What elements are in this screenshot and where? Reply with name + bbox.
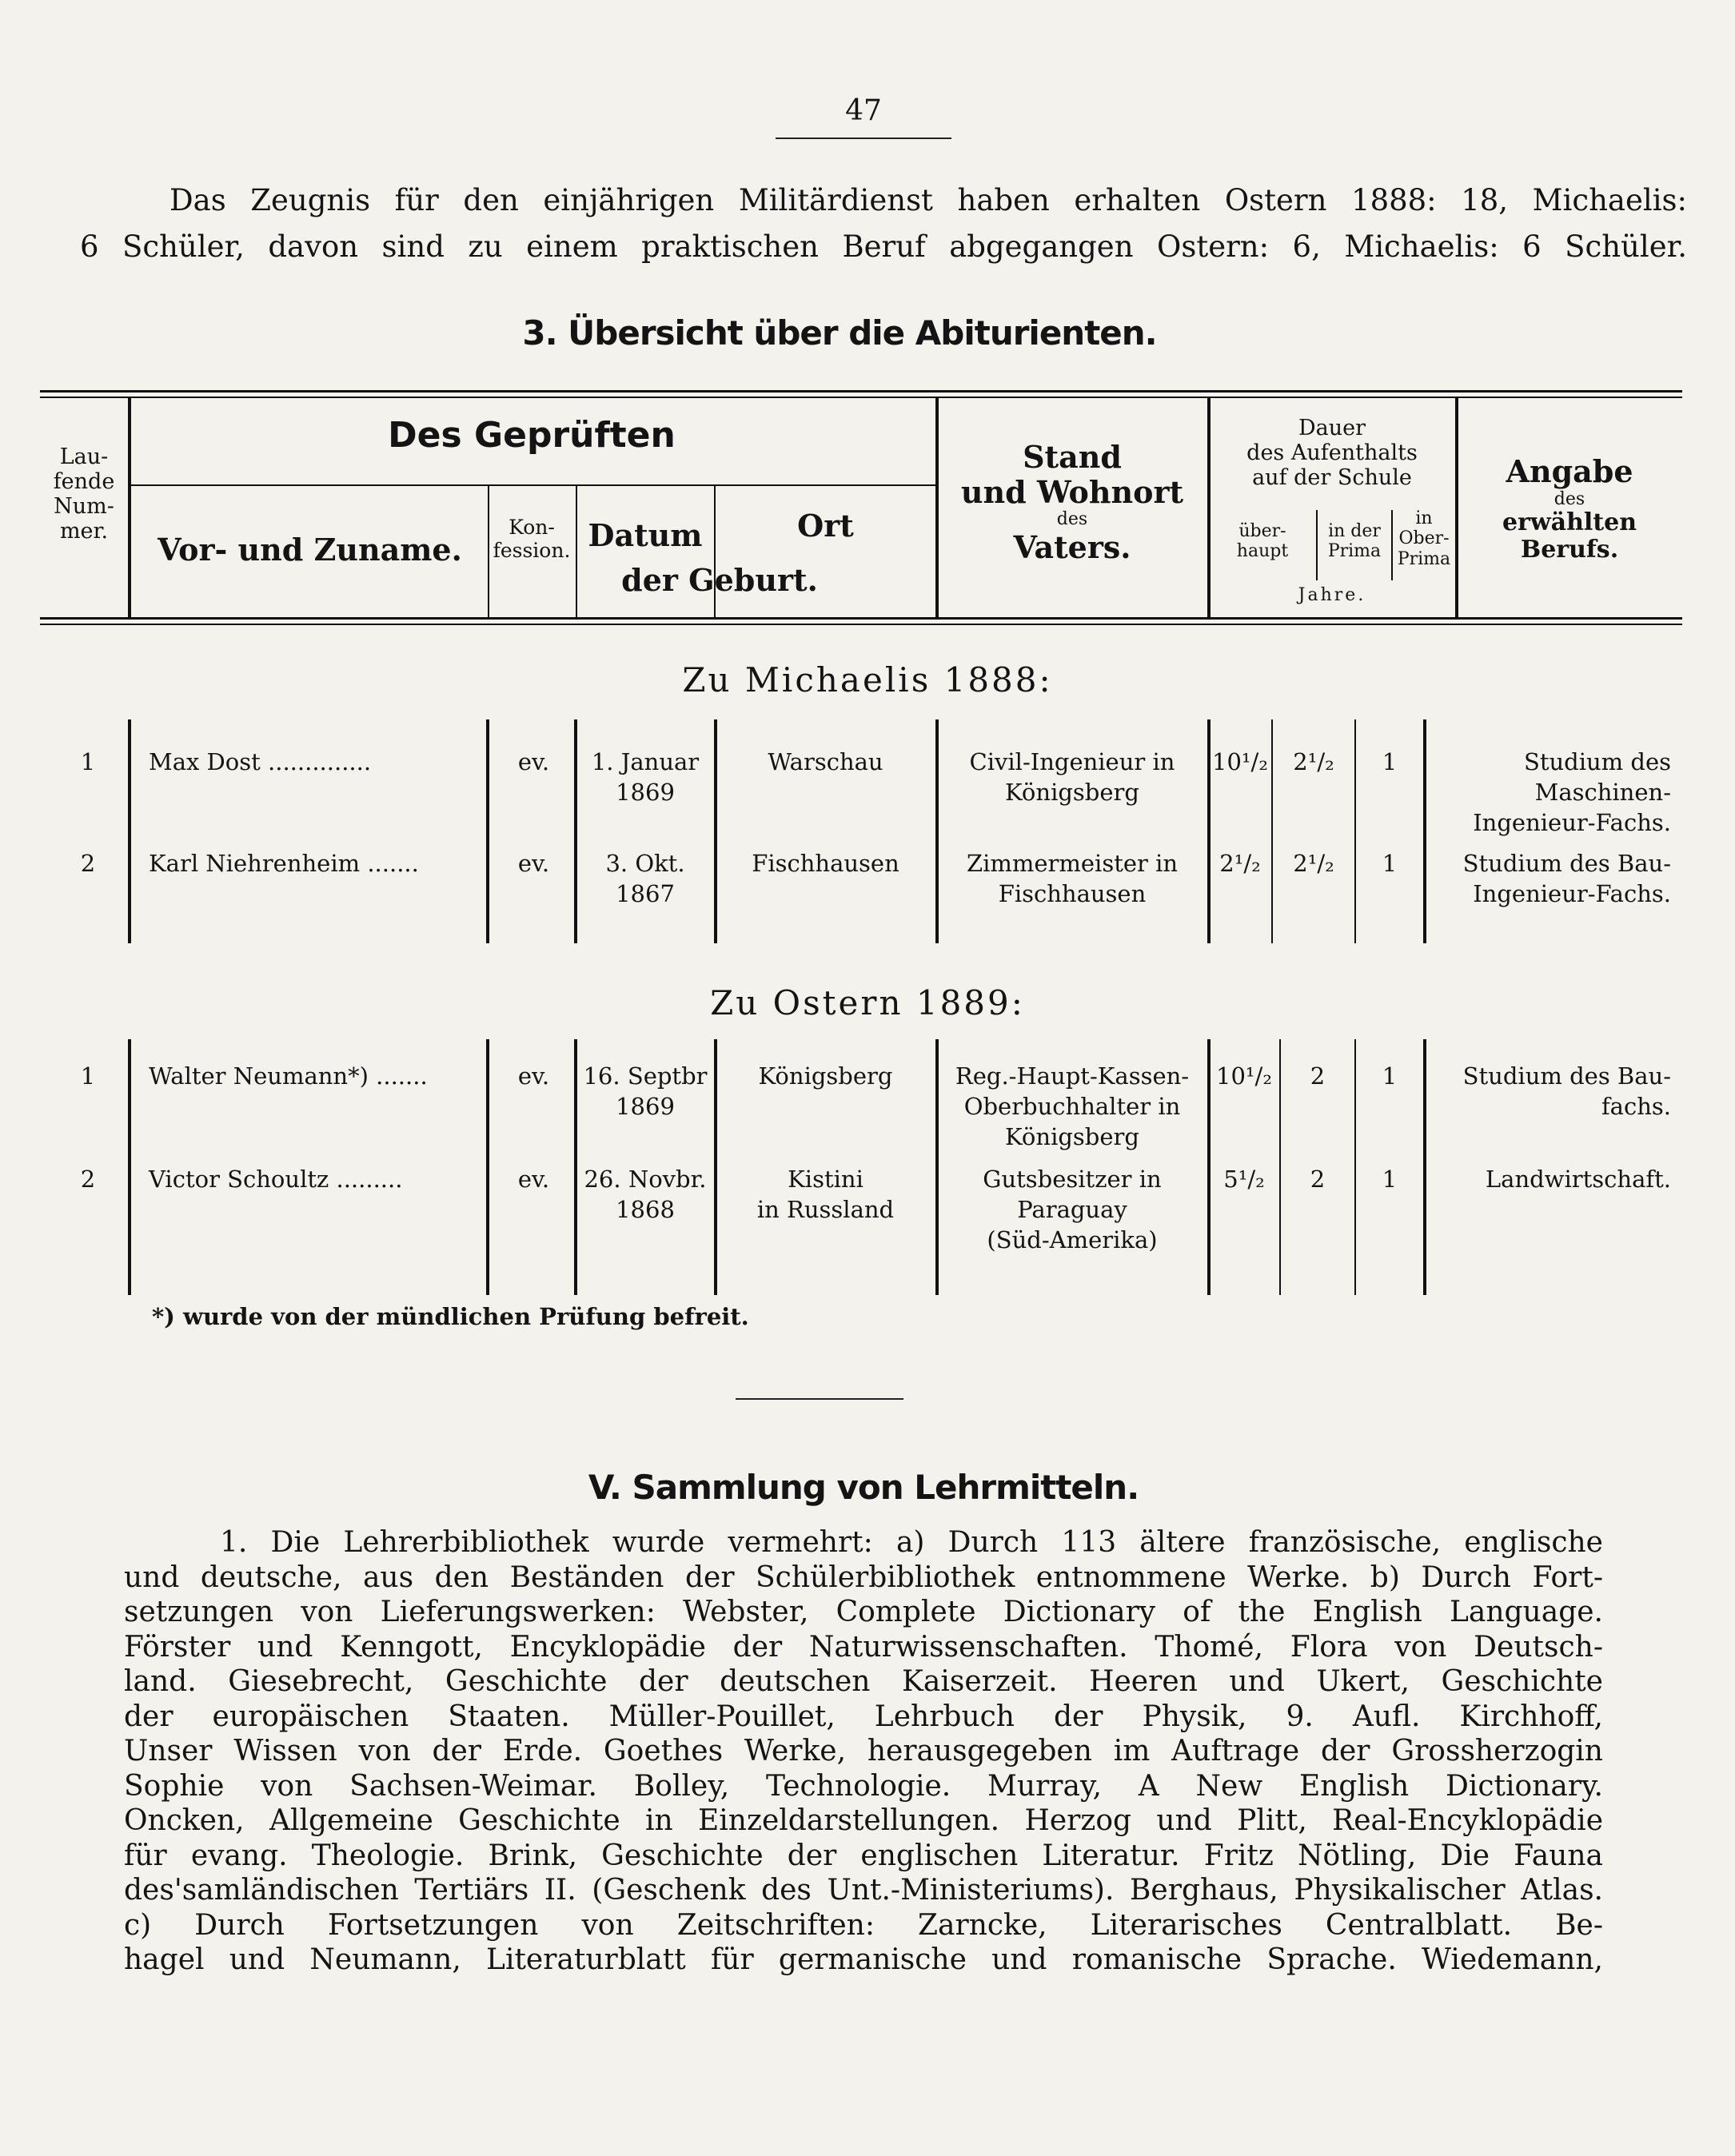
text-line: hagel und Neumann, Literaturblatt für germanische und romanische Sprache. Wiedemann, xyxy=(124,1943,1603,1976)
row-prima: 2¹/₂ xyxy=(1293,748,1334,775)
header-in-prima: in der Prima xyxy=(1327,521,1382,562)
row-konfession: ev. xyxy=(517,1062,550,1090)
section-5-text xyxy=(124,1525,1603,1978)
row-stand: Zimmermeister in Fischhausen xyxy=(966,850,1179,907)
intro-line-1: Das Zeugnis für den einjährigen Militärdienst haben erhalten Ostern 1888: 18, Michaelis: xyxy=(170,183,1687,217)
row-beruf: Studium des Maschinen- Ingenieur-Fachs. xyxy=(1473,748,1671,836)
text-line: Förster und Kenngott, Encyklopädie der Naturwissenschaften. Thomé, Flora von Deutsch- xyxy=(124,1630,1603,1664)
header-ort: Ort xyxy=(797,508,854,544)
table-top-rule-2 xyxy=(40,397,1682,398)
row-ueberhaupt: 5¹/₂ xyxy=(1223,1166,1265,1193)
header-jahre: Jahre. xyxy=(1298,585,1366,605)
col-sep xyxy=(128,1039,131,1295)
col-sep xyxy=(128,719,131,943)
header-der-geburt: der Geburt. xyxy=(621,562,818,598)
row-ort: Fischhausen xyxy=(752,850,899,877)
section-5-title: V. Sammlung von Lehrmitteln. xyxy=(588,1468,1139,1507)
text-line: des'samländischen Tertiärs II. (Geschenk des Unt.-Ministeriums). Berghaus, Physikalischer Atlas. xyxy=(124,1874,1603,1907)
row-number: 1 xyxy=(80,1062,96,1090)
row-datum: 3. Okt. 1867 xyxy=(605,850,685,907)
header-des-gepruften: Des Geprüften xyxy=(388,415,676,456)
row-number: 2 xyxy=(80,850,96,877)
text-line: setzungen von Lieferungswerken: Webster, Complete Dictionary of the English Language. xyxy=(124,1596,1603,1628)
text-line: 1. Die Lehrerbibliothek wurde vermehrt: a) Durch 113 ältere französische, englische xyxy=(220,1526,1603,1559)
row-name: Walter Neumann*) ....... xyxy=(149,1062,428,1090)
text-line: und deutsche, aus den Beständen der Schülerbibliothek entnommene Werke. b) Durch Fort- xyxy=(124,1560,1603,1594)
text-line: für evang. Theologie. Brink, Geschichte der englischen Literatur. Fritz Nötling, Die Fauna xyxy=(124,1839,1603,1872)
header-dauer: Dauer des Aufenthalts auf der Schule xyxy=(1246,416,1418,491)
row-stand: Gutsbesitzer in Paraguay (Süd-Amerika) xyxy=(983,1166,1162,1253)
row-datum: 16. Septbr 1869 xyxy=(583,1062,708,1120)
row-oberprima: 1 xyxy=(1382,1062,1398,1090)
row-beruf: Studium des Bau- Ingenieur-Fachs. xyxy=(1462,850,1671,907)
table-header-bottom-rule xyxy=(40,617,1682,620)
row-ort: Kistini in Russland xyxy=(756,1166,895,1223)
row-ueberhaupt: 10¹/₂ xyxy=(1216,1062,1272,1090)
page-number-rule xyxy=(776,137,951,139)
row-beruf: Studium des Bau- fachs. xyxy=(1462,1062,1671,1120)
group-title-ostern: Zu Ostern 1889: xyxy=(710,983,1025,1022)
row-prima: 2 xyxy=(1310,1166,1326,1193)
intro-line-2: 6 Schüler, davon sind zu einem praktischen Beruf abgegangen Ostern: 6, Michaelis: 6 Schüler. xyxy=(80,229,1687,264)
row-ueberhaupt: 2¹/₂ xyxy=(1219,850,1261,877)
row-oberprima: 1 xyxy=(1382,748,1398,775)
header-vor-und-zuname: Vor- und Zuname. xyxy=(158,532,462,568)
table-top-rule xyxy=(40,390,1682,393)
text-line: Unser Wissen von der Erde. Goethes Werke, herausgegeben im Auftrage der Grossherzogin xyxy=(124,1735,1603,1767)
col-sep xyxy=(1423,1039,1426,1295)
table-footnote: *) wurde von der mündlichen Prüfung befreit. xyxy=(152,1303,749,1330)
row-number: 2 xyxy=(80,1166,96,1193)
header-konfession: Kon- fession. xyxy=(493,516,571,562)
row-datum: 26. Novbr. 1868 xyxy=(584,1166,707,1223)
row-prima: 2¹/₂ xyxy=(1293,850,1334,877)
row-stand: Reg.-Haupt-Kassen- Oberbuchhalter in Königsberg xyxy=(955,1062,1190,1150)
row-prima: 2 xyxy=(1310,1062,1326,1090)
text-line: land. Giesebrecht, Geschichte der deutschen Kaiserzeit. Heeren und Ukert, Geschichte xyxy=(124,1665,1603,1698)
section-divider xyxy=(736,1398,903,1400)
group-title-michaelis: Zu Michaelis 1888: xyxy=(682,660,1053,699)
row-konfession: ev. xyxy=(517,1166,550,1193)
row-beruf: Landwirtschaft. xyxy=(1485,1166,1671,1193)
row-datum: 1. Januar 1869 xyxy=(591,748,700,806)
header-stand-wohnort: Stand und Wohnort des Vaters. xyxy=(960,439,1184,565)
col-sep xyxy=(1423,719,1426,943)
header-ueberhaupt: über- haupt xyxy=(1236,521,1289,562)
row-oberprima: 1 xyxy=(1382,1166,1398,1193)
row-konfession: ev. xyxy=(517,850,550,877)
text-line: Sophie von Sachsen-Weimar. Bolley, Technologie. Murray, A New English Dictionary. xyxy=(124,1769,1603,1803)
header-angabe-beruf: Angabe des erwählten Berufs. xyxy=(1502,453,1637,564)
row-ueberhaupt: 10¹/₂ xyxy=(1212,748,1268,775)
text-line: der europäischen Staaten. Müller-Pouillet, Lehrbuch der Physik, 9. Aufl. Kirchhoff, xyxy=(124,1700,1603,1733)
text-line: c) Durch Fortsetzungen von Zeitschriften: Zarncke, Literarisches Centralblatt. Be- xyxy=(124,1908,1603,1942)
row-ort: Königsberg xyxy=(758,1062,893,1090)
intro-paragraph xyxy=(80,177,1687,270)
section-3-title: 3. Übersicht über die Abiturienten. xyxy=(522,313,1157,353)
header-in-oberprima: in Ober- Prima xyxy=(1397,508,1451,569)
row-ort: Warschau xyxy=(768,748,883,775)
text-line: Oncken, Allgemeine Geschichte in Einzeldarstellungen. Herzog und Plitt, Real-Encyklopädie xyxy=(124,1804,1603,1837)
row-konfession: ev. xyxy=(517,748,550,775)
header-laufende-nummer: Lau- fende Num- mer. xyxy=(53,444,115,544)
header-subrule xyxy=(128,484,935,486)
row-stand: Civil-Ingenieur in Königsberg xyxy=(969,748,1175,806)
row-name: Victor Schoultz ......... xyxy=(149,1166,403,1193)
header-datum: Datum xyxy=(588,517,703,553)
row-name: Max Dost .............. xyxy=(149,748,372,775)
page-number: 47 xyxy=(845,94,882,127)
row-name: Karl Niehrenheim ....... xyxy=(149,850,419,877)
table-header-bottom-rule-2 xyxy=(40,624,1682,625)
row-oberprima: 1 xyxy=(1382,850,1398,877)
col-sep xyxy=(486,719,489,943)
col-sep xyxy=(486,1039,489,1295)
row-number: 1 xyxy=(80,748,96,775)
